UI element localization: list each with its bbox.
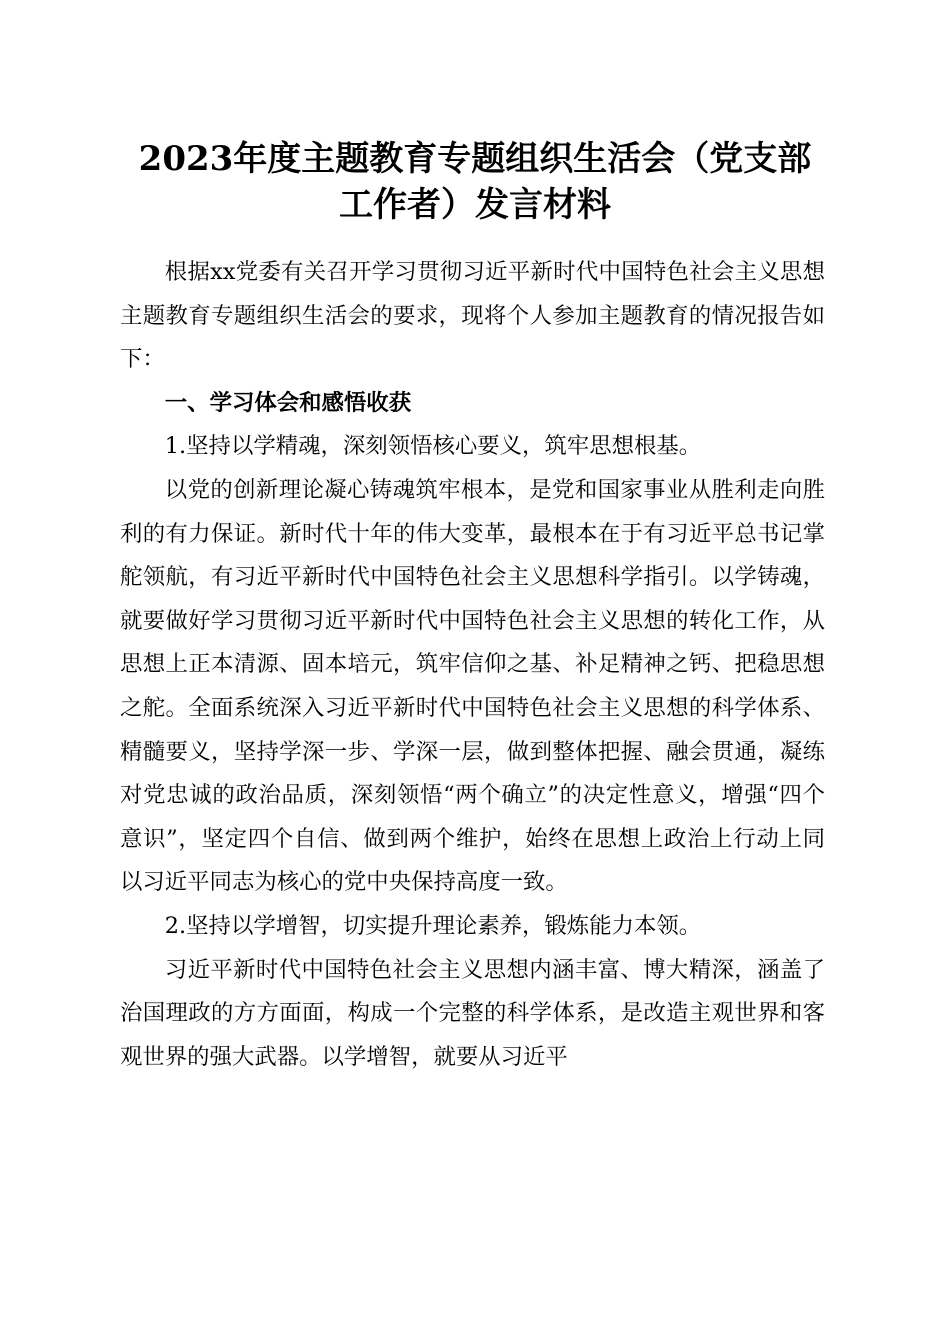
title-line-1: 2023年度主题教育专题组织生活会（党支部: [138, 139, 812, 179]
body-paragraph: 以党的创新理论凝心铸魂筑牢根本，是党和国家事业从胜利走向胜利的有力保证。新时代十年的伟大变革，最根本在于有习近平总书记掌舵领航，有习近平新时代中国特色社会主义思想科学指引。以学铸魂，就要做好学习贯彻习近平新时代中国特色社会主义思想的转化工作，从思想上正本清源、固本培元，筑牢信仰之基、补足精神之钙、把稳思想之舵。全面系统深入习近平新时代中国特色社会主义思想的科学体系、精髓要义，坚持学深一步、学深一层，做到整体把握、融会贯通，凝练对党忠诚的政治品质，深刻领悟“两个确立”的决定性意义，增强“四个意识”，坚定四个自信、做到两个维护，始终在思想上政治上行动上同以习近平同志为核心的党中央保持高度一致。: [120, 476, 825, 896]
body-paragraph: 习近平新时代中国特色社会主义思想内涵丰富、博大精深，涵盖了治国理政的方方面面，构成一个完整的科学体系，是改造主观世界和客观世界的强大武器。以学增智，就要从习近平: [120, 956, 825, 1070]
title-line-2: 工作者）发言材料: [339, 185, 611, 225]
document-title: [110, 136, 840, 228]
subsection-heading: 2.坚持以学增智，切实提升理论素养，锻炼能力本领。: [164, 912, 702, 939]
subsection-heading: 1.坚持以学精魂，深刻领悟核心要义，筑牢思想根基。: [164, 433, 702, 460]
section-heading: 一、学习体会和感悟收获: [164, 389, 412, 416]
intro-paragraph: 根据xx党委有关召开学习贯彻习近平新时代中国特色社会主义思想主题教育专题组织生活会的要求，现将个人参加主题教育的情况报告如下：: [120, 259, 825, 373]
document-body: [120, 251, 825, 1079]
